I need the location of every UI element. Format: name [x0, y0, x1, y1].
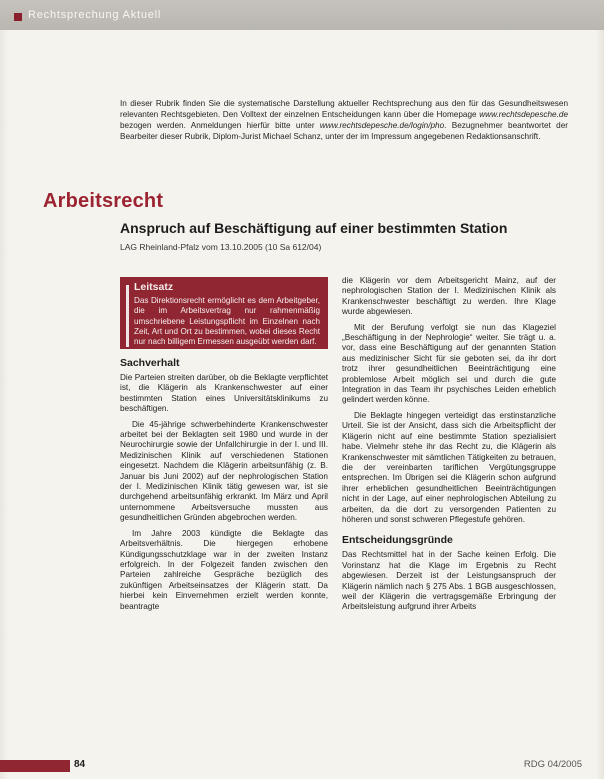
sachverhalt-paragraph-2: Die 45-jährige schwerbehinderte Krankenschwester arbeitet bei der Beklagten seit 1980 und wurde in der Neurochirurgie sowie der Unfallchirurgie in der I. und III. Medizinischen Klinik auf verschiedenen Stationen eingesetzt. Nachdem die Klägerin arbeitsunfähig (z. B. Januar bis Juni 2002) auf der nephrologischen Station der I. Medizinischen Klinik tätig gewesen war, ist sie durchgehend arbeitsunfähig erkrankt. Im März und April unternommene Arbeitsversuche mussten aus gesundheitlichen Gründen abgebrochen werden.: [120, 419, 328, 523]
right-paragraph-3: Die Beklagte hingegen verteidigt das erstinstanzliche Urteil. Sie ist der Ansicht, dass sich die Arbeitspflicht der Klägerin nicht auf eine bestimmte Station spezialisiert habe. Vielmehr stehe ihr das Recht zu, die Klägerin als Krankenschwester mit sämtlichen Tätigkeiten zu betrauen, die der vereinbarten tariflichen Vergütungsgruppe entsprechen. Im Übrigen sei die Klägerin schon aufgrund ihrer erheblichen gesundheitlichen Beeinträchtigungen nicht in der Lage, auf einer nephrologischen Abteilung zu arbeiten, da die dort zu versorgenden Patienten zu höheren und sonst schweren Pflegestufe gehören.: [342, 410, 556, 524]
entscheidungsgruende-heading: Entscheidungsgründe: [342, 534, 453, 547]
page-number: 84: [74, 759, 86, 770]
intro-text-3: . Bezugnehmer beantwortet der Bearbeiter dieser Rubrik, Diplom-Jurist Michael Schanz, unter der im Impressum angegebenen Redaktionsanschrift.: [120, 121, 568, 141]
intro-text-2: bezogen werden. Anmeldungen hierfür bitte unter: [120, 121, 320, 130]
court-reference: LAG Rheinland-Pfalz vom 13.10.2005 (10 Sa 612/04): [120, 242, 322, 252]
intro-paragraph: [120, 98, 568, 142]
journal-issue: RDG 04/2005: [523, 759, 582, 770]
section-header-bar: [0, 0, 604, 30]
intro-url-login[interactable]: www.rechtsdepesche.de/login/pho: [319, 121, 445, 130]
sachverhalt-heading: Sachverhalt: [120, 357, 180, 369]
left-column: [120, 357, 328, 617]
right-paragraph-1: die Klägerin vor dem Arbeitsgericht Mainz, auf der nephrologischen Station der I. Medizinischen Klinik als Krankenschwester beschäftigt zu werden. Ihre Klage wurde abgewiesen.: [342, 276, 556, 317]
right-paragraph-4: Das Rechtsmittel hat in der Sache keinen Erfolg. Die Vorinstanz hat die Klage im Ergebnis zu Recht abgewiesen. Derzeit ist der Leistungsanspruch der Klägerin nämlich nach § 275 Abs. 1 BGB ausgeschlossen, weil der Klägerin die vertragsgemäße Erbringung der Arbeitsleistung aufgrund ihrer Arbeits: [342, 550, 556, 612]
leitsatz-accent-bar: [126, 285, 129, 347]
intro-url-homepage[interactable]: www.rechtsdepesche.de: [479, 110, 568, 119]
leitsatz-box: [120, 277, 328, 349]
leitsatz-heading: Leitsatz: [134, 281, 174, 293]
leitsatz-text: Das Direktionsrecht ermöglicht es dem Arbeitgeber, die im Arbeitsvertrag nur rahmenmäßig umschriebene Leistungspflicht im Einzelnen nach Zeit, Art und Ort zu bestimmen, wobei dieses Recht nur nach billigem Ermessen ausgeübt werden darf.: [134, 296, 320, 347]
section-label: Rechtsprechung Aktuell: [28, 9, 162, 21]
right-paragraph-2: Mit der Berufung verfolgt sie nun das Klageziel „Beschäftigung in der Nephrologie“ weiter. Sie trägt u. a. vor, dass eine Beschäftigung auf der genannten Station aus medizinischer Sicht für sie geboten sei, da ihr dort trotz ihrer gesundheitlichen Beeinträchtigung eine problemlose Arbeit möglich sei und durch die gute Integration in das Team ihr psychisches Leiden erheblich gelindert werden könne.: [342, 322, 556, 405]
intro-text: In dieser Rubrik finden Sie die systematische Darstellung aktueller Rechtsprechung aus den für das Gesundheitswesen relevanten Rechtsgebieten. Den Volltext der einzelnen Entscheidungen kann über die Homepage: [120, 99, 568, 119]
footer-accent-bar: [0, 760, 70, 772]
right-column: [342, 276, 556, 618]
sachverhalt-paragraph-3: Im Jahre 2003 kündigte die Beklagte das Arbeitsverhältnis. Die hiergegen erhobene Kündigungsschutzklage war in der zweiten Instanz erfolgreich. In der Folgezeit fanden zwischen den Parteien zahlreiche Gespräche bezüglich des zukünftigen Arbeitseinsatzes der Klägerin statt. Da hierbei kein Einvernehmen erzielt werden konnte, beantragte: [120, 528, 328, 611]
main-heading: Arbeitsrecht: [43, 190, 164, 212]
sachverhalt-paragraph-1: Die Parteien streiten darüber, ob die Beklagte verpflichtet ist, die Klägerin als Krankenschwester auf einer bestimmten Station eines Universitätsklinikums zu beschäftigen.: [120, 373, 328, 414]
section-marker-square: [14, 13, 22, 21]
article-title: Anspruch auf Beschäftigung auf einer bestimmten Station: [120, 220, 508, 236]
